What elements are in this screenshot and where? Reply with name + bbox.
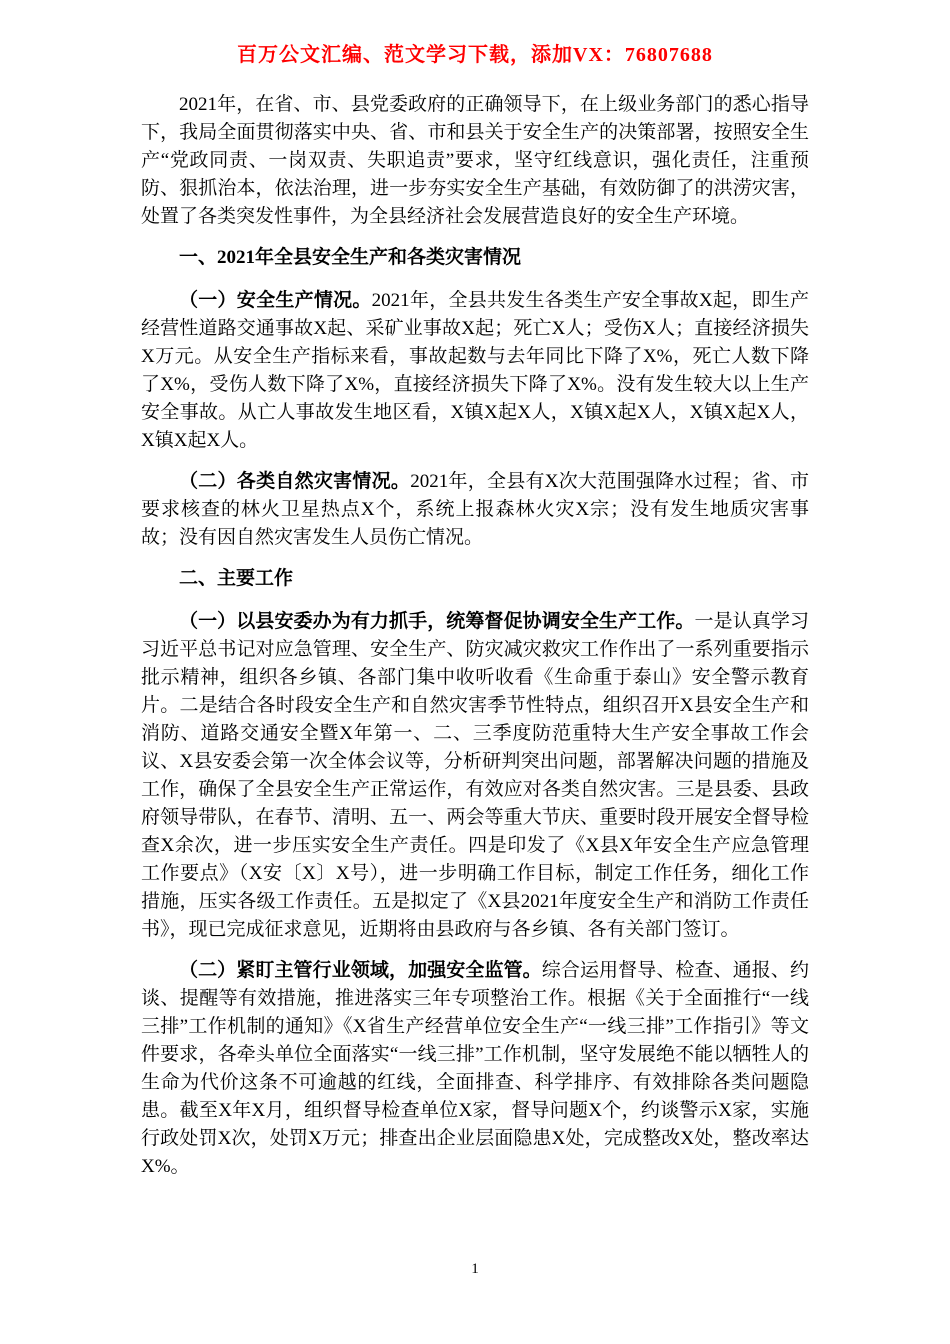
page-number: 1 xyxy=(471,1261,479,1277)
intro-paragraph xyxy=(141,91,809,231)
main-work-paragraph-2-text: 综合运用督导、检查、通报、约谈、提醒等有效措施，推进落实三年专项整治工作。根据《关于全面推行“一线三排”工作机制的通知》《X省生产经营单位安全生产“一线三排”工作指引》等文件要求，各牵头单位全面落实“一线三排”工作机制，坚守发展绝不能以牺牲人的生命为代价这条不可逾越的红线，全面排查、科学排序、有效排除各类问题隐患。截至X年X月，组织督导检查单位X家，督导问题X个，约谈警示X家，实施行政处罚X次，处罚X万元；排查出企业层面隐患X处，完成整改X处，整改率达X%。 xyxy=(141,960,809,1177)
safety-situation-text: 2021年，全县共发生各类生产安全事故X起，即生产经营性道路交通事故X起、采矿业事故X起；死亡X人；受伤X人；直接经济损失X万元。从安全生产指标来看，事故起数与去年同比下降了X%，死亡人数下降了X%，受伤人数下降了X%，直接经济损失下降了X%。没有发生较大以上生产安全事故。从亡人事故发生地区看，X镇X起X人，X镇X起X人，X镇X起X人，X镇X起X人。 xyxy=(141,290,809,451)
natural-disaster-lead: （二）各类自然灾害情况。 xyxy=(179,471,411,492)
intro-paragraph-text: 2021年，在省、市、县党委政府的正确领导下，在上级业务部门的悉心指导下，我局全面贯彻落实中央、省、市和县关于安全生产的决策部署，按照安全生产“党政同责、一岗双责、失职追责”要求，坚守红线意识，强化责任，注重预防、狠抓治本，依法治理，进一步夯实安全生产基础，有效防御了的洪涝灾害，处置了各类突发性事件，为全县经济社会发展营造良好的安全生产环境。 xyxy=(141,94,809,227)
main-work-paragraph-1-lead: （一）以县安委办为有力抓手，统筹督促协调安全生产工作。 xyxy=(179,611,695,632)
main-work-paragraph-2-lead: （二）紧盯主管行业领域，加强安全监管。 xyxy=(179,960,542,981)
section-1-heading: 一、2021年全县安全生产和各类灾害情况 xyxy=(179,247,522,268)
main-work-paragraph-1-text: 一是认真学习习近平总书记对应急管理、安全生产、防灾减灾救灾工作作出了一系列重要指示批示精神，组织各乡镇、各部门集中收听收看《生命重于泰山》安全警示教育片。二是结合各时段安全生产和自然灾害季节性特点，组织召开X县安全生产和消防、道路交通安全暨X年第一、二、三季度防范重特大生产安全事故工作会议、X县安委会第一次全体会议等，分析研判突出问题，部署解决问题的措施及工作，确保了全县安全生产正常运作，有效应对各类自然灾害。三是县委、县政府领导带队，在春节、清明、五一、两会等重大节庆、重要时段开展安全督导检查X余次，进一步压实安全生产责任。四是印发了《X县X年安全生产应急管理工作要点》（X安〔X〕X号），进一步明确工作目标，制定工作任务，细化工作措施，压实各级工作责任。五是拟定了《X县2021年度安全生产和消防工作责任书》，现已完成征求意见，近期将由县政府与各乡镇、各有关部门签订。 xyxy=(141,611,809,940)
document-body xyxy=(141,91,809,1181)
natural-disaster-paragraph xyxy=(141,468,809,552)
safety-situation-paragraph xyxy=(141,287,809,455)
natural-disaster-text: 2021年，全县有X次大范围强降水过程；省、市要求核查的林火卫星热点X个，系统上报森林火灾X宗；没有发生地质灾害事故；没有因自然灾害发生人员伤亡情况。 xyxy=(141,471,809,548)
main-work-paragraph-2 xyxy=(141,957,809,1181)
main-work-paragraph-1 xyxy=(141,608,809,944)
safety-situation-lead: （一）安全生产情况。 xyxy=(179,290,372,311)
section-2-heading: 二、主要工作 xyxy=(179,568,294,589)
header-ad-notice: 百万公文汇编、范文学习下载，添加VX：76807688 xyxy=(237,44,713,66)
